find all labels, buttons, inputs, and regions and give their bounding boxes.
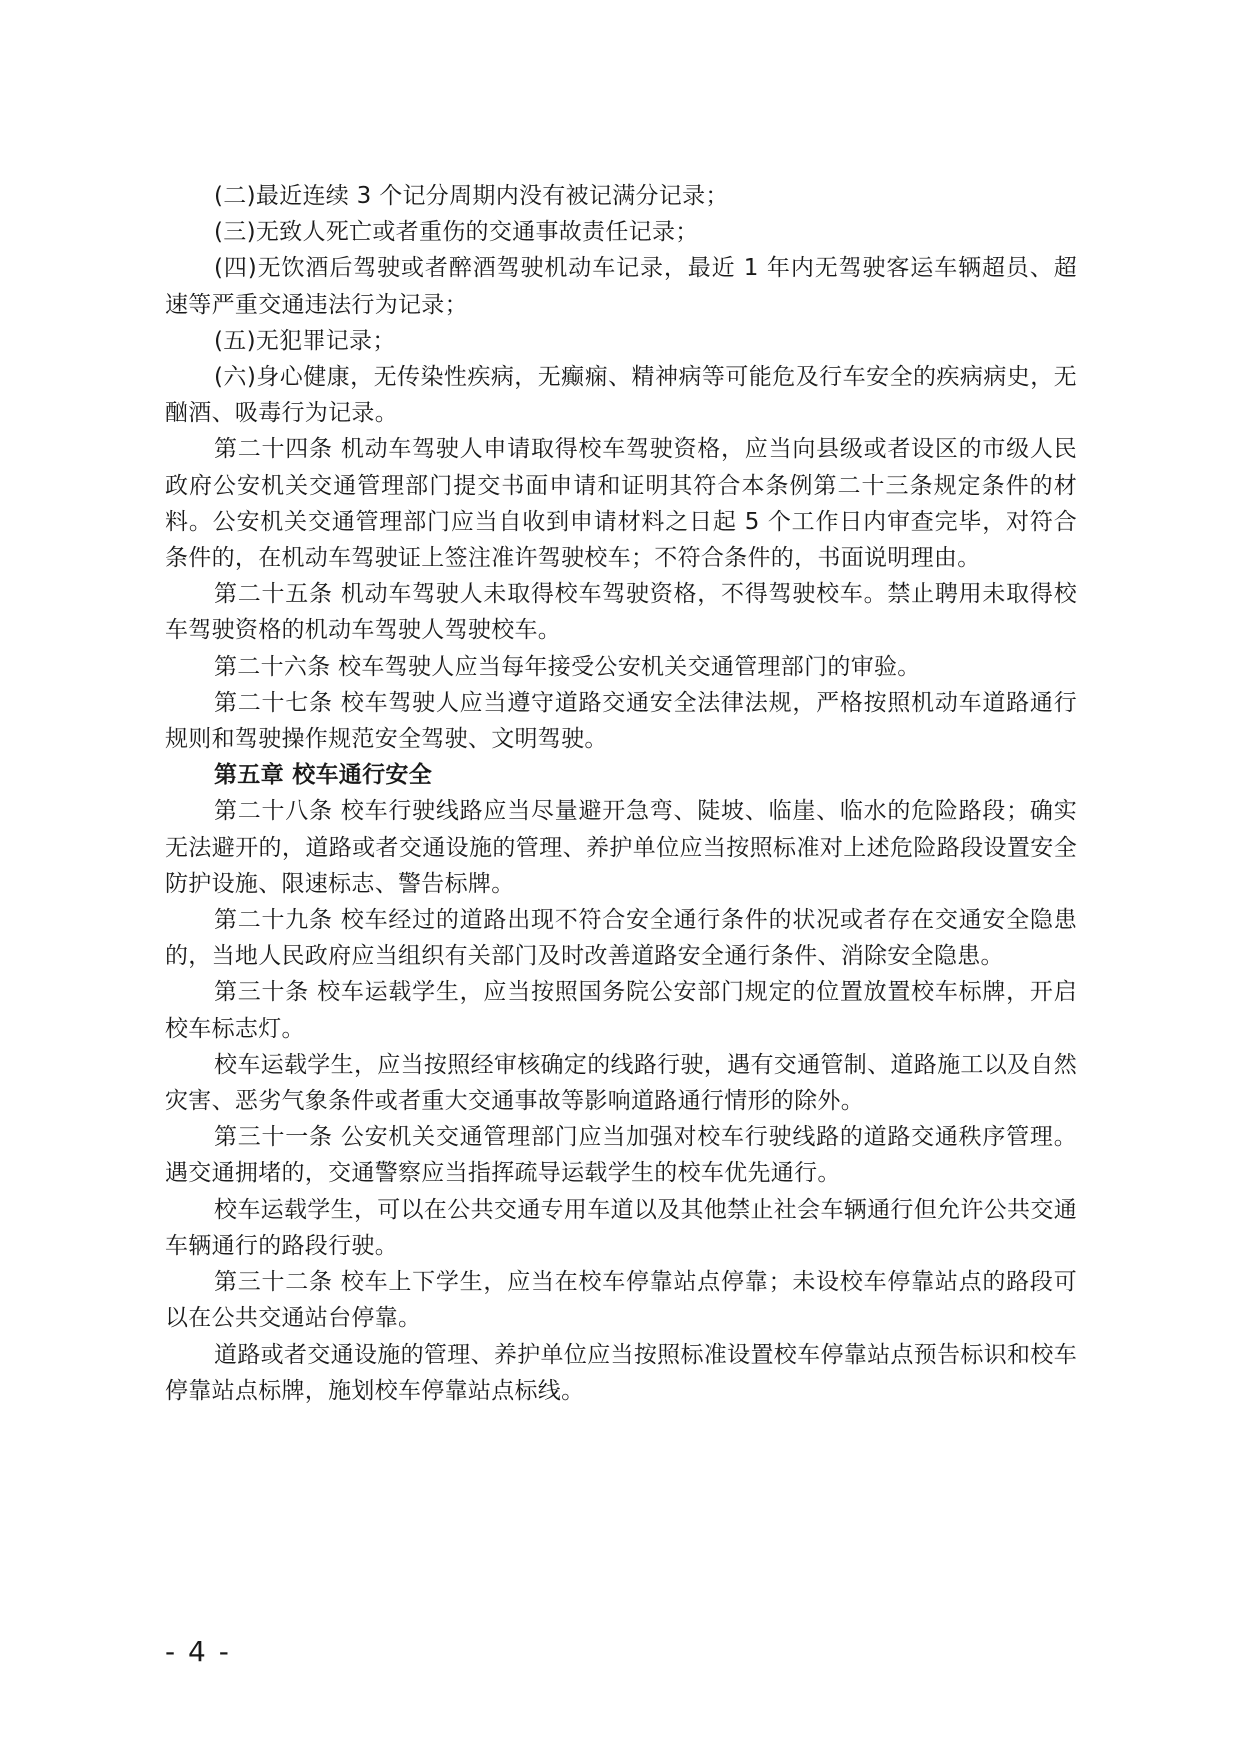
clause-item-5: (五)无犯罪记录；	[214, 327, 396, 354]
clause-item-2: (二)最近连续 3 个记分周期内没有被记满分记录；	[214, 183, 729, 209]
article-27: 第二十七条 校车驾驶人应当遵守道路交通安全法律法规，严格按照机动车道路通行规则和驾驶操作规范安全驾驶、文明驾驶。	[165, 689, 1077, 753]
clause-item-4: (四)无饮酒后驾驶或者醉酒驾驶机动车记录，最近 1 年内无驾驶客运车辆超员、超速等严重交通违法行为记录；	[165, 255, 1077, 318]
article-29: 第二十九条 校车经过的道路出现不符合安全通行条件的状况或者存在交通安全隐患的，当地人民政府应当组织有关部门及时改善道路安全通行条件、消除安全隐患。	[165, 907, 1077, 970]
page-number: - 4 -	[165, 1635, 231, 1668]
article-25: 第二十五条 机动车驾驶人未取得校车驾驶资格，不得驾驶校车。禁止聘用未取得校车驾驶资格的机动车驾驶人驾驶校车。	[165, 581, 1077, 644]
article-30-paragraph-2: 校车运载学生，应当按照经审核确定的线路行驶，遇有交通管制、道路施工以及自然灾害、恶劣气象条件或者重大交通事故等影响道路通行情形的除外。	[165, 1051, 1077, 1115]
body-text	[165, 178, 1077, 1409]
article-31-paragraph-2: 校车运载学生，可以在公共交通专用车道以及其他禁止社会车辆通行但允许公共交通车辆通行的路段行驶。	[165, 1196, 1077, 1259]
article-31: 第三十一条 公安机关交通管理部门应当加强对校车行驶线路的道路交通秩序管理。遇交通拥堵的，交通警察应当指挥疏导运载学生的校车优先通行。	[165, 1124, 1077, 1187]
article-26: 第二十六条 校车驾驶人应当每年接受公安机关交通管理部门的审验。	[214, 653, 921, 680]
chapter-5-heading: 第五章 校车通行安全	[214, 762, 433, 789]
article-28: 第二十八条 校车行驶线路应当尽量避开急弯、陡坡、临崖、临水的危险路段；确实无法避开的，道路或者交通设施的管理、养护单位应当按照标准对上述危险路段设置安全防护设施、限速标志、警告标牌。	[165, 798, 1077, 897]
article-24: 第二十四条 机动车驾驶人申请取得校车驾驶资格，应当向县级或者设区的市级人民政府公安机关交通管理部门提交书面申请和证明其符合本条例第二十三条规定条件的材料。公安机关交通管理部门应当自收到申请材料之日起 5 个工作日内审查完毕，对符合条件的，在机动车驾驶证上签注准许驾驶校车；不符合条件的，书面说明理由。	[165, 436, 1077, 572]
clause-item-6: (六)身心健康，无传染性疾病，无癫痫、精神病等可能危及行车安全的疾病病史，无酗酒、吸毒行为记录。	[165, 364, 1077, 427]
article-30: 第三十条 校车运载学生，应当按照国务院公安部门规定的位置放置校车标牌，开启校车标志灯。	[165, 979, 1077, 1042]
article-32: 第三十二条 校车上下学生，应当在校车停靠站点停靠；未设校车停靠站点的路段可以在公共交通站台停靠。	[165, 1269, 1077, 1332]
clause-item-3: (三)无致人死亡或者重伤的交通事故责任记录；	[214, 219, 699, 246]
article-32-paragraph-2: 道路或者交通设施的管理、养护单位应当按照标准设置校车停靠站点预告标识和校车停靠站点标牌，施划校车停靠站点标线。	[165, 1341, 1077, 1404]
